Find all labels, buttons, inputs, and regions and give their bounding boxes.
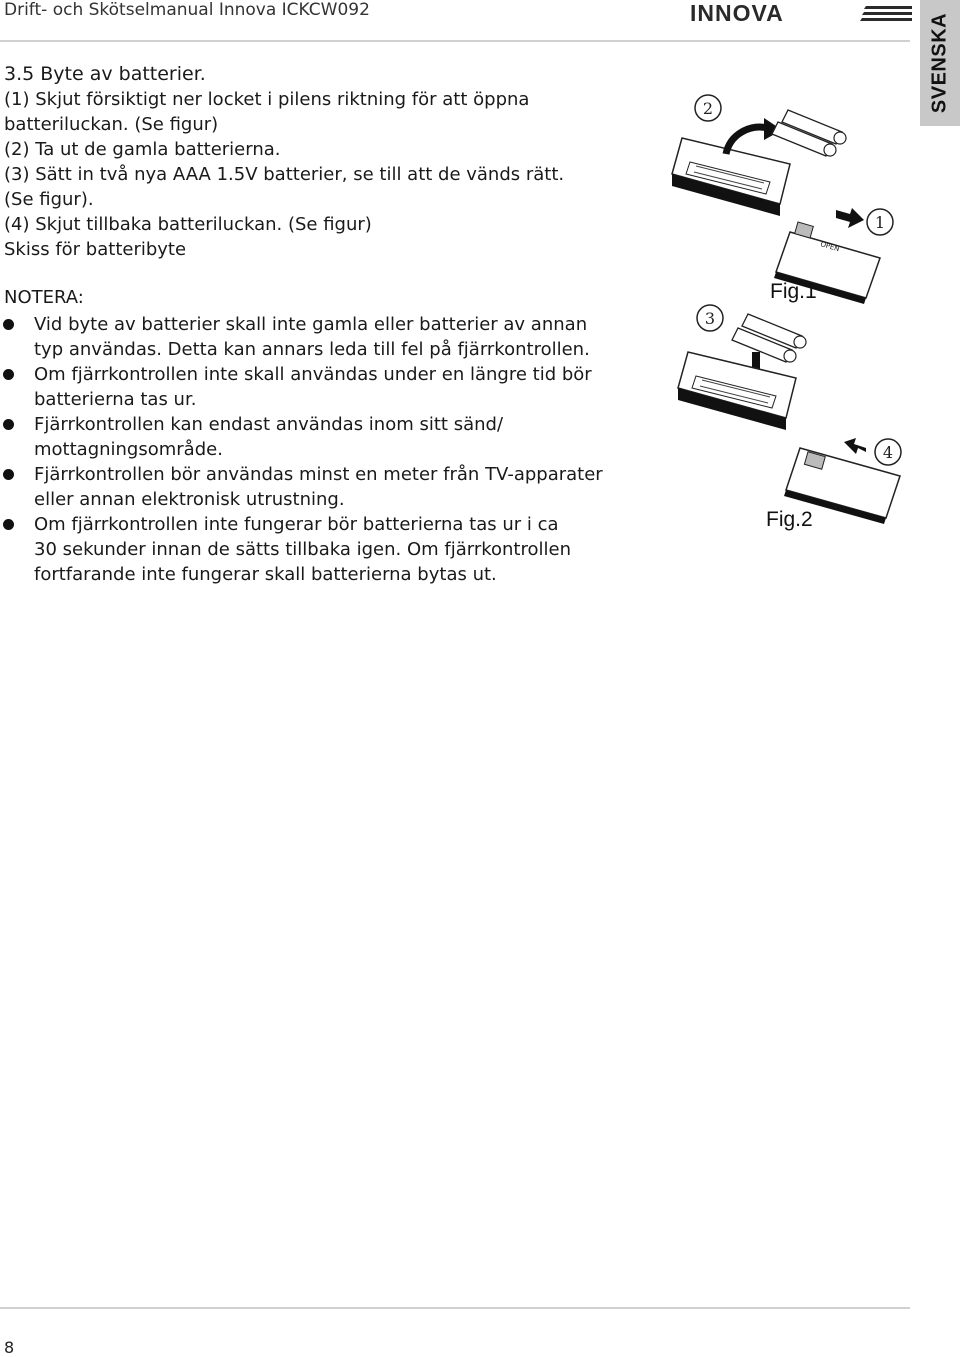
- fig-1-label: Fig.1: [770, 280, 817, 303]
- instruction-line: (3) Sätt in två nya AAA 1.5V batterier, se till att de vänds rätt.: [4, 164, 565, 185]
- innova-logo: [690, 2, 914, 24]
- note-item: [0, 312, 650, 362]
- remote-open-icon: [678, 352, 796, 430]
- note-item: [0, 512, 650, 587]
- remote-open-icon: [672, 138, 790, 216]
- document-title: Drift- och Skötselmanual Innova ICKCW092: [4, 0, 370, 20]
- battery-figures: [660, 82, 920, 542]
- note-line: Fjärrkontrollen bör användas minst en meter från TV-apparater: [34, 464, 603, 485]
- svg-text:1: 1: [874, 213, 886, 232]
- footer-divider: [0, 1307, 910, 1309]
- step-4-marker: [875, 439, 901, 465]
- note-line: Om fjärrkontrollen inte fungerar bör batterierna tas ur i ca: [34, 514, 559, 535]
- note-item: [0, 462, 650, 512]
- bullet-icon: [3, 319, 14, 330]
- curved-arrow-icon: [726, 118, 782, 154]
- bullet-icon: [3, 469, 14, 480]
- svg-text:2: 2: [702, 99, 714, 118]
- svg-text:OPEN: OPEN: [819, 240, 841, 254]
- push-arrow-icon: [836, 208, 864, 228]
- instruction-line: (Se figur).: [4, 189, 94, 210]
- page-number: 8: [4, 1338, 15, 1357]
- note-line: typ användas. Detta kan annars leda till fel på fjärrkontrollen.: [34, 339, 590, 360]
- step-2-marker: [695, 95, 721, 121]
- svg-text:3: 3: [704, 309, 716, 328]
- language-tab: [920, 0, 960, 126]
- step-3-marker: [697, 305, 723, 331]
- step-1-marker: [867, 209, 893, 235]
- sketch-caption: Skiss för batteribyte: [4, 239, 187, 260]
- bullet-icon: [3, 369, 14, 380]
- slide-arrow-icon: [844, 438, 866, 454]
- fig-2-label: Fig.2: [766, 508, 813, 531]
- note-line: batterierna tas ur.: [34, 389, 197, 410]
- logo-swoosh-icon: [860, 6, 912, 21]
- section-battery-replacement: [4, 62, 644, 262]
- instruction-line: batteriluckan. (Se figur): [4, 114, 219, 135]
- note-line: eller annan elektronisk utrustning.: [34, 489, 345, 510]
- instruction-line: (1) Skjut försiktigt ner locket i pilens riktning för att öppna: [4, 89, 530, 110]
- logo-wordmark: INNOVA: [690, 2, 784, 24]
- notes-list: [0, 312, 650, 587]
- batteries-icon: [732, 314, 806, 362]
- note-item: [0, 362, 650, 412]
- bullet-icon: [3, 419, 14, 430]
- note-line: mottagningsområde.: [34, 439, 223, 460]
- svg-text:4: 4: [882, 443, 894, 462]
- header-divider: [0, 40, 910, 42]
- batteries-icon: [772, 110, 846, 156]
- note-line: 30 sekunder innan de sätts tillbaka igen. Om fjärrkontrollen: [34, 539, 571, 560]
- note-line: fortfarande inte fungerar skall batterierna bytas ut.: [34, 564, 497, 585]
- instruction-line: (4) Skjut tillbaka batteriluckan. (Se figur): [4, 214, 372, 235]
- bullet-icon: [3, 519, 14, 530]
- note-line: Fjärrkontrollen kan endast användas inom sitt sänd/: [34, 414, 504, 435]
- section-heading: 3.5 Byte av batterier.: [4, 63, 206, 85]
- notes-title: NOTERA:: [4, 287, 84, 308]
- note-item: [0, 412, 650, 462]
- language-label: SVENSKA: [928, 12, 951, 114]
- note-line: Om fjärrkontrollen inte skall användas under en längre tid bör: [34, 364, 592, 385]
- instruction-line: (2) Ta ut de gamla batterierna.: [4, 139, 281, 160]
- battery-illustration: [660, 82, 920, 542]
- note-line: Vid byte av batterier skall inte gamla eller batterier av annan: [34, 314, 588, 335]
